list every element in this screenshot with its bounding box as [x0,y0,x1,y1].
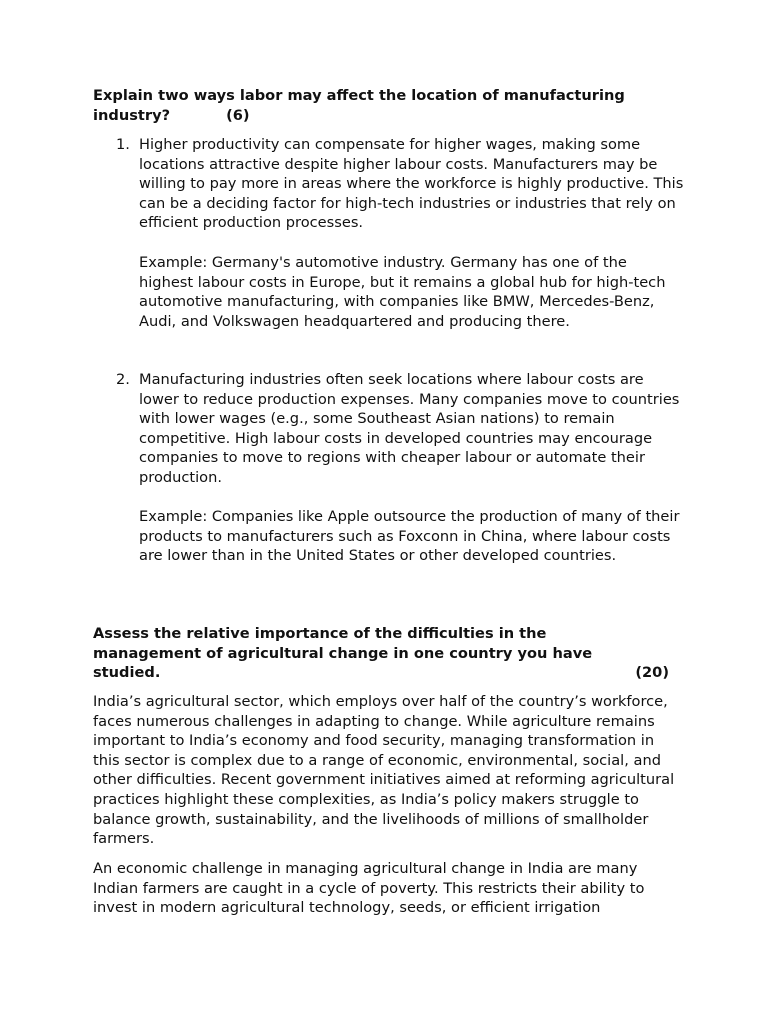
question-2-heading-line-3: studied. [93,664,161,682]
list-item-2-example-text: Example: Companies like Apple outsource the production of many of their products to manufacturers such as Foxconn in China, where labour costs are lower than in the United States or other developed countries. [139,508,680,565]
list-item-1-example [139,253,684,331]
question-2-heading [93,624,669,683]
answer-paragraph-1-text: India’s agricultural sector, which employs over half of the country’s workforce, faces numerous challenges in adapting to change. While agriculture remains important to India’s economy and food security, managing transformation in this sector is complex due to a range of economic, environmental, social, and other difficulties. Recent government initiatives aimed at reforming agricultural practices highlight these complexities, as India’s policy makers struggle to balance growth, sustainability, and the livelihoods of millions of smallholder farmers. [93,693,675,848]
list-item-1 [116,135,684,233]
question-2-marks: (20) [635,664,669,681]
list-item-2-paragraph: Manufacturing industries often seek locations where labour costs are lower to reduce production expenses. Many companies move to countries with lower wages (e.g., some Southeast Asian nations) to remain competitive. High labour costs in developed countries may encourage companies to move to regions with cheaper labour or automate their production. [139,371,680,486]
list-item-1-paragraph: Higher productivity can compensate for higher wages, making some locations attractive despite higher labour costs. Manufacturers may be willing to pay more in areas where the workforce is highly productive. This can be a deciding factor for high-tech industries or industries that rely on efficient production processes. [139,136,684,232]
question-1-heading-line-2-row [93,106,693,126]
answer-paragraph-2-text: An economic challenge in managing agricultural change in India are many Indian farmers are caught in a cycle of poverty. This restricts their ability to invest in modern agricultural technology, seeds, or efficient irrigation [93,860,645,917]
list-item-1-example-text: Example: Germany's automotive industry. Germany has one of the highest labour costs in Europe, but it remains a global hub for high-tech automotive manufacturing, with companies like BMW, Mercedes-Benz, Audi, and Volkswagen headquartered and producing there. [139,254,666,330]
question-2-heading-line-2: management of agricultural change in one country you have [93,644,593,662]
list-item-2 [116,370,684,488]
list-item-2-example [139,507,684,566]
question-1-heading-line-1: Explain two ways labor may affect the location of manufacturing [93,87,625,104]
answer-paragraph-2 [93,859,683,918]
question-2-heading-line-1: Assess the relative importance of the difficulties in the [93,625,547,642]
answer-paragraph-1 [93,692,683,849]
question-1-heading [93,86,693,125]
question-1-marks: (6) [226,106,250,124]
question-1-heading-line-2: industry? [93,106,171,124]
list-item-1-number: 1. [116,136,130,153]
list-item-2-number: 2. [116,371,130,388]
